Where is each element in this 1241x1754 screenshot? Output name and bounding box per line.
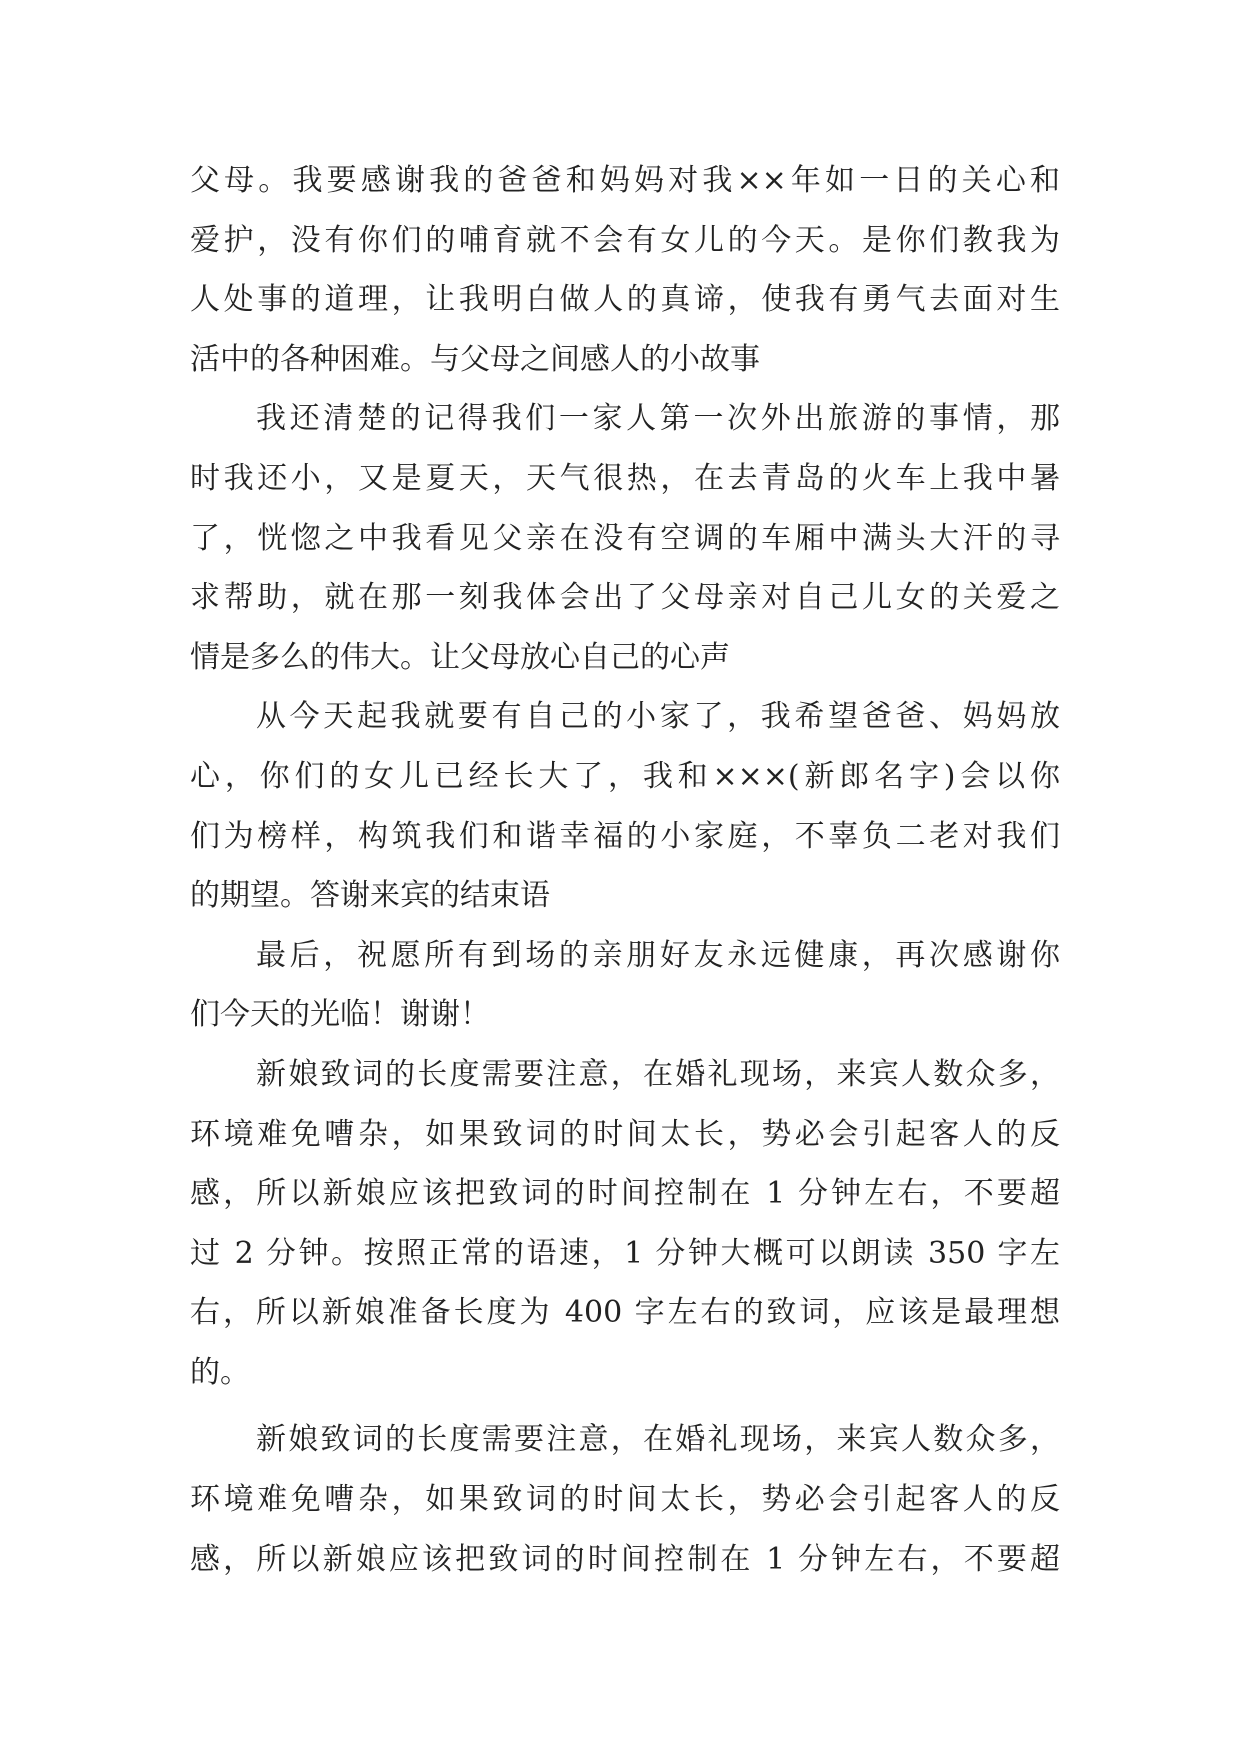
text-line: 心，你们的女儿已经长大了，我和×××(新郎名字)会以你 (190, 758, 1060, 794)
text-line: 新娘致词的长度需要注意，在婚礼现场，来宾人数众多， (256, 1422, 1060, 1458)
text-line: 环境难免嘈杂，如果致词的时间太长，势必会引起客人的反 (190, 1116, 1060, 1152)
paragraph-2 (190, 389, 1060, 687)
paragraph-6 (190, 1410, 1060, 1589)
paragraph-3 (190, 687, 1060, 925)
text-line: 人处事的道理，让我明白做人的真谛，使我有勇气去面对生 (190, 282, 1060, 318)
text-line: 情是多么的伟大。让父母放心自己的心声 (190, 639, 730, 675)
text-line: 时我还小，又是夏天，天气很热，在去青岛的火车上我中暑 (190, 460, 1060, 496)
paragraph-4 (190, 926, 1060, 1045)
text-line: 最后，祝愿所有到场的亲朋好友永远健康，再次感谢你 (256, 937, 1060, 973)
text-line: 活中的各种困难。与父母之间感人的小故事 (190, 341, 760, 377)
text-line: 感，所以新娘应该把致词的时间控制在 1 分钟左右，不要超 (190, 1541, 1060, 1577)
text-line: 新娘致词的长度需要注意，在婚礼现场，来宾人数众多， (256, 1056, 1060, 1092)
text-line: 了，恍惚之中我看见父亲在没有空调的车厢中满头大汗的寻 (190, 520, 1060, 556)
text-line: 右，所以新娘准备长度为 400 字左右的致词，应该是最理想 (190, 1295, 1060, 1331)
text-line: 过 2 分钟。按照正常的语速，1 分钟大概可以朗读 350 字左 (190, 1235, 1060, 1271)
text-line: 我还清楚的记得我们一家人第一次外出旅游的事情，那 (256, 401, 1060, 437)
text-line: 们今天的光临！谢谢！ (190, 997, 490, 1033)
text-line: 求帮助，就在那一刻我体会出了父母亲对自己儿女的关爱之 (190, 580, 1060, 616)
text-line: 从今天起我就要有自己的小家了，我希望爸爸、妈妈放 (256, 699, 1060, 735)
text-line: 感，所以新娘应该把致词的时间控制在 1 分钟左右，不要超 (190, 1176, 1060, 1212)
paragraph-5 (190, 1045, 1060, 1403)
paragraph-1 (190, 151, 1060, 389)
text-line: 爱护，没有你们的哺育就不会有女儿的今天。是你们教我为 (190, 222, 1060, 258)
paragraph-spacer (190, 1402, 1060, 1410)
text-line: 的。 (190, 1354, 250, 1390)
text-line: 的期望。答谢来宾的结束语 (190, 878, 550, 914)
text-line: 父母。我要感谢我的爸爸和妈妈对我××年如一日的关心和 (190, 163, 1060, 198)
text-line: 环境难免嘈杂，如果致词的时间太长，势必会引起客人的反 (190, 1482, 1060, 1518)
document-body (190, 151, 1060, 1589)
text-line: 们为榜样，构筑我们和谐幸福的小家庭，不辜负二老对我们 (190, 818, 1060, 854)
